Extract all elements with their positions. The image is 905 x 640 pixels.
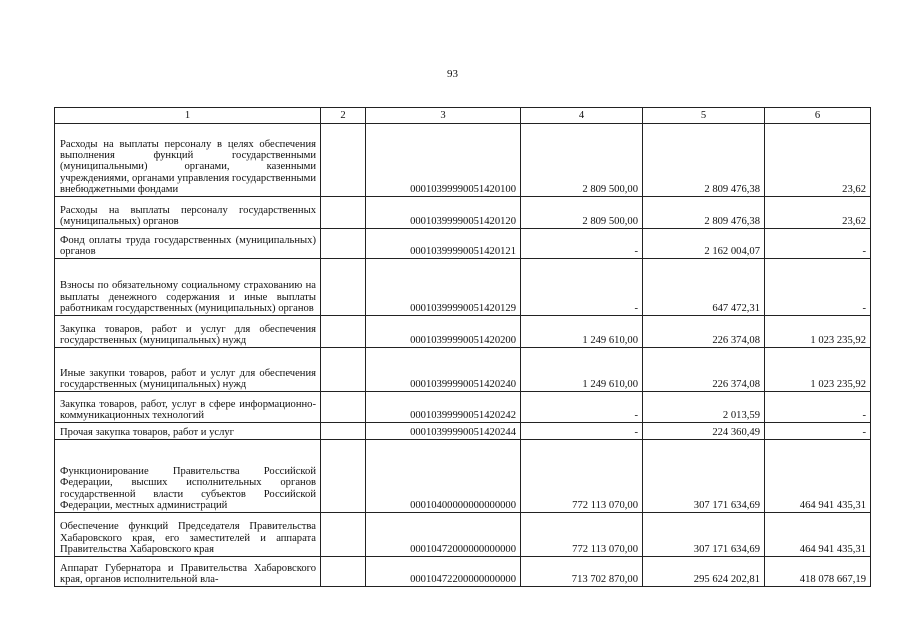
row-code: 00010399990051420200: [366, 316, 521, 348]
row-col2: [321, 513, 366, 557]
row-value-5: 226 374,08: [643, 348, 765, 392]
row-code: 00010399990051420242: [366, 392, 521, 423]
row-name: Прочая закупка товаров, работ и услуг: [55, 423, 321, 440]
row-value-5: 647 472,31: [643, 259, 765, 316]
row-name: Обеспечение функций Председателя Правительства Хабаровского края, его заместителей и аппарата Правительства Хабаровского края: [55, 513, 321, 557]
table-row: [55, 259, 871, 316]
row-name: Фонд оплаты труда государственных (муниципальных) органов: [55, 229, 321, 259]
row-name: Функционирование Правительства Российской Федерации, высших исполнительных органов государственной власти субъектов Российской Федерации, местных администраций: [55, 440, 321, 513]
row-col2: [321, 557, 366, 587]
row-value-4: -: [521, 259, 643, 316]
row-name: Расходы на выплаты персоналу в целях обеспечения выполнения функций государственными (муниципальными) органами, казенными учреждениями, органами управления государственными внебюджетными фондами: [55, 124, 321, 197]
row-code: 00010472000000000000: [366, 513, 521, 557]
row-value-5: 307 171 634,69: [643, 513, 765, 557]
row-value-6: 464 941 435,31: [765, 513, 871, 557]
column-header-2: 2: [321, 108, 366, 124]
row-code: 00010399990051420100: [366, 124, 521, 197]
row-col2: [321, 124, 366, 197]
row-col2: [321, 316, 366, 348]
row-value-4: 2 809 500,00: [521, 197, 643, 229]
row-col2: [321, 259, 366, 316]
table-row: [55, 197, 871, 229]
row-value-4: -: [521, 392, 643, 423]
row-code: 00010400000000000000: [366, 440, 521, 513]
row-value-5: 226 374,08: [643, 316, 765, 348]
row-col2: [321, 440, 366, 513]
row-code: 00010399990051420120: [366, 197, 521, 229]
table-row: [55, 124, 871, 197]
column-header-3: 3: [366, 108, 521, 124]
row-value-6: 464 941 435,31: [765, 440, 871, 513]
row-value-6: 418 078 667,19: [765, 557, 871, 587]
column-header-1: 1: [55, 108, 321, 124]
column-header-6: 6: [765, 108, 871, 124]
table-row: [55, 392, 871, 423]
row-code: 00010399990051420240: [366, 348, 521, 392]
row-value-5: 2 809 476,38: [643, 124, 765, 197]
row-name: Закупка товаров, работ, услуг в сфере информационно-коммуникационных технологий: [55, 392, 321, 423]
row-col2: [321, 229, 366, 259]
row-value-5: 295 624 202,81: [643, 557, 765, 587]
row-value-4: -: [521, 229, 643, 259]
row-value-6: -: [765, 392, 871, 423]
table-row: [55, 513, 871, 557]
row-value-4: 713 702 870,00: [521, 557, 643, 587]
column-header-5: 5: [643, 108, 765, 124]
row-value-6: -: [765, 229, 871, 259]
budget-table: [54, 107, 871, 587]
table-row: [55, 348, 871, 392]
row-code: 00010399990051420244: [366, 423, 521, 440]
row-value-6: 23,62: [765, 197, 871, 229]
row-value-4: 772 113 070,00: [521, 440, 643, 513]
row-code: 00010399990051420129: [366, 259, 521, 316]
row-value-5: 307 171 634,69: [643, 440, 765, 513]
row-value-5: 224 360,49: [643, 423, 765, 440]
row-value-6: 23,62: [765, 124, 871, 197]
page-number: 93: [447, 68, 458, 80]
row-name: Взносы по обязательному социальному страхованию на выплаты денежного содержания и иные выплаты работникам государственных (муниципальных) органов: [55, 259, 321, 316]
row-value-4: 772 113 070,00: [521, 513, 643, 557]
row-value-4: 1 249 610,00: [521, 348, 643, 392]
table-row: [55, 440, 871, 513]
row-value-4: 2 809 500,00: [521, 124, 643, 197]
row-value-4: 1 249 610,00: [521, 316, 643, 348]
row-name: Аппарат Губернатора и Правительства Хабаровского края, органов исполнительной вла-: [55, 557, 321, 587]
row-value-5: 2 809 476,38: [643, 197, 765, 229]
row-col2: [321, 392, 366, 423]
row-name: Закупка товаров, работ и услуг для обеспечения государственных (муниципальных) нужд: [55, 316, 321, 348]
table-row: [55, 423, 871, 440]
row-name: Иные закупки товаров, работ и услуг для обеспечения государственных (муниципальных) нужд: [55, 348, 321, 392]
row-value-6: -: [765, 259, 871, 316]
row-value-6: 1 023 235,92: [765, 348, 871, 392]
table-row: [55, 557, 871, 587]
row-code: 00010399990051420121: [366, 229, 521, 259]
row-col2: [321, 348, 366, 392]
row-value-5: 2 162 004,07: [643, 229, 765, 259]
row-col2: [321, 197, 366, 229]
column-header-4: 4: [521, 108, 643, 124]
row-code: 00010472200000000000: [366, 557, 521, 587]
row-col2: [321, 423, 366, 440]
row-value-6: 1 023 235,92: [765, 316, 871, 348]
table-row: [55, 229, 871, 259]
table-row: [55, 316, 871, 348]
row-value-4: -: [521, 423, 643, 440]
row-value-5: 2 013,59: [643, 392, 765, 423]
row-value-6: -: [765, 423, 871, 440]
row-name: Расходы на выплаты персоналу государственных (муниципальных) органов: [55, 197, 321, 229]
header-row: [55, 108, 871, 124]
